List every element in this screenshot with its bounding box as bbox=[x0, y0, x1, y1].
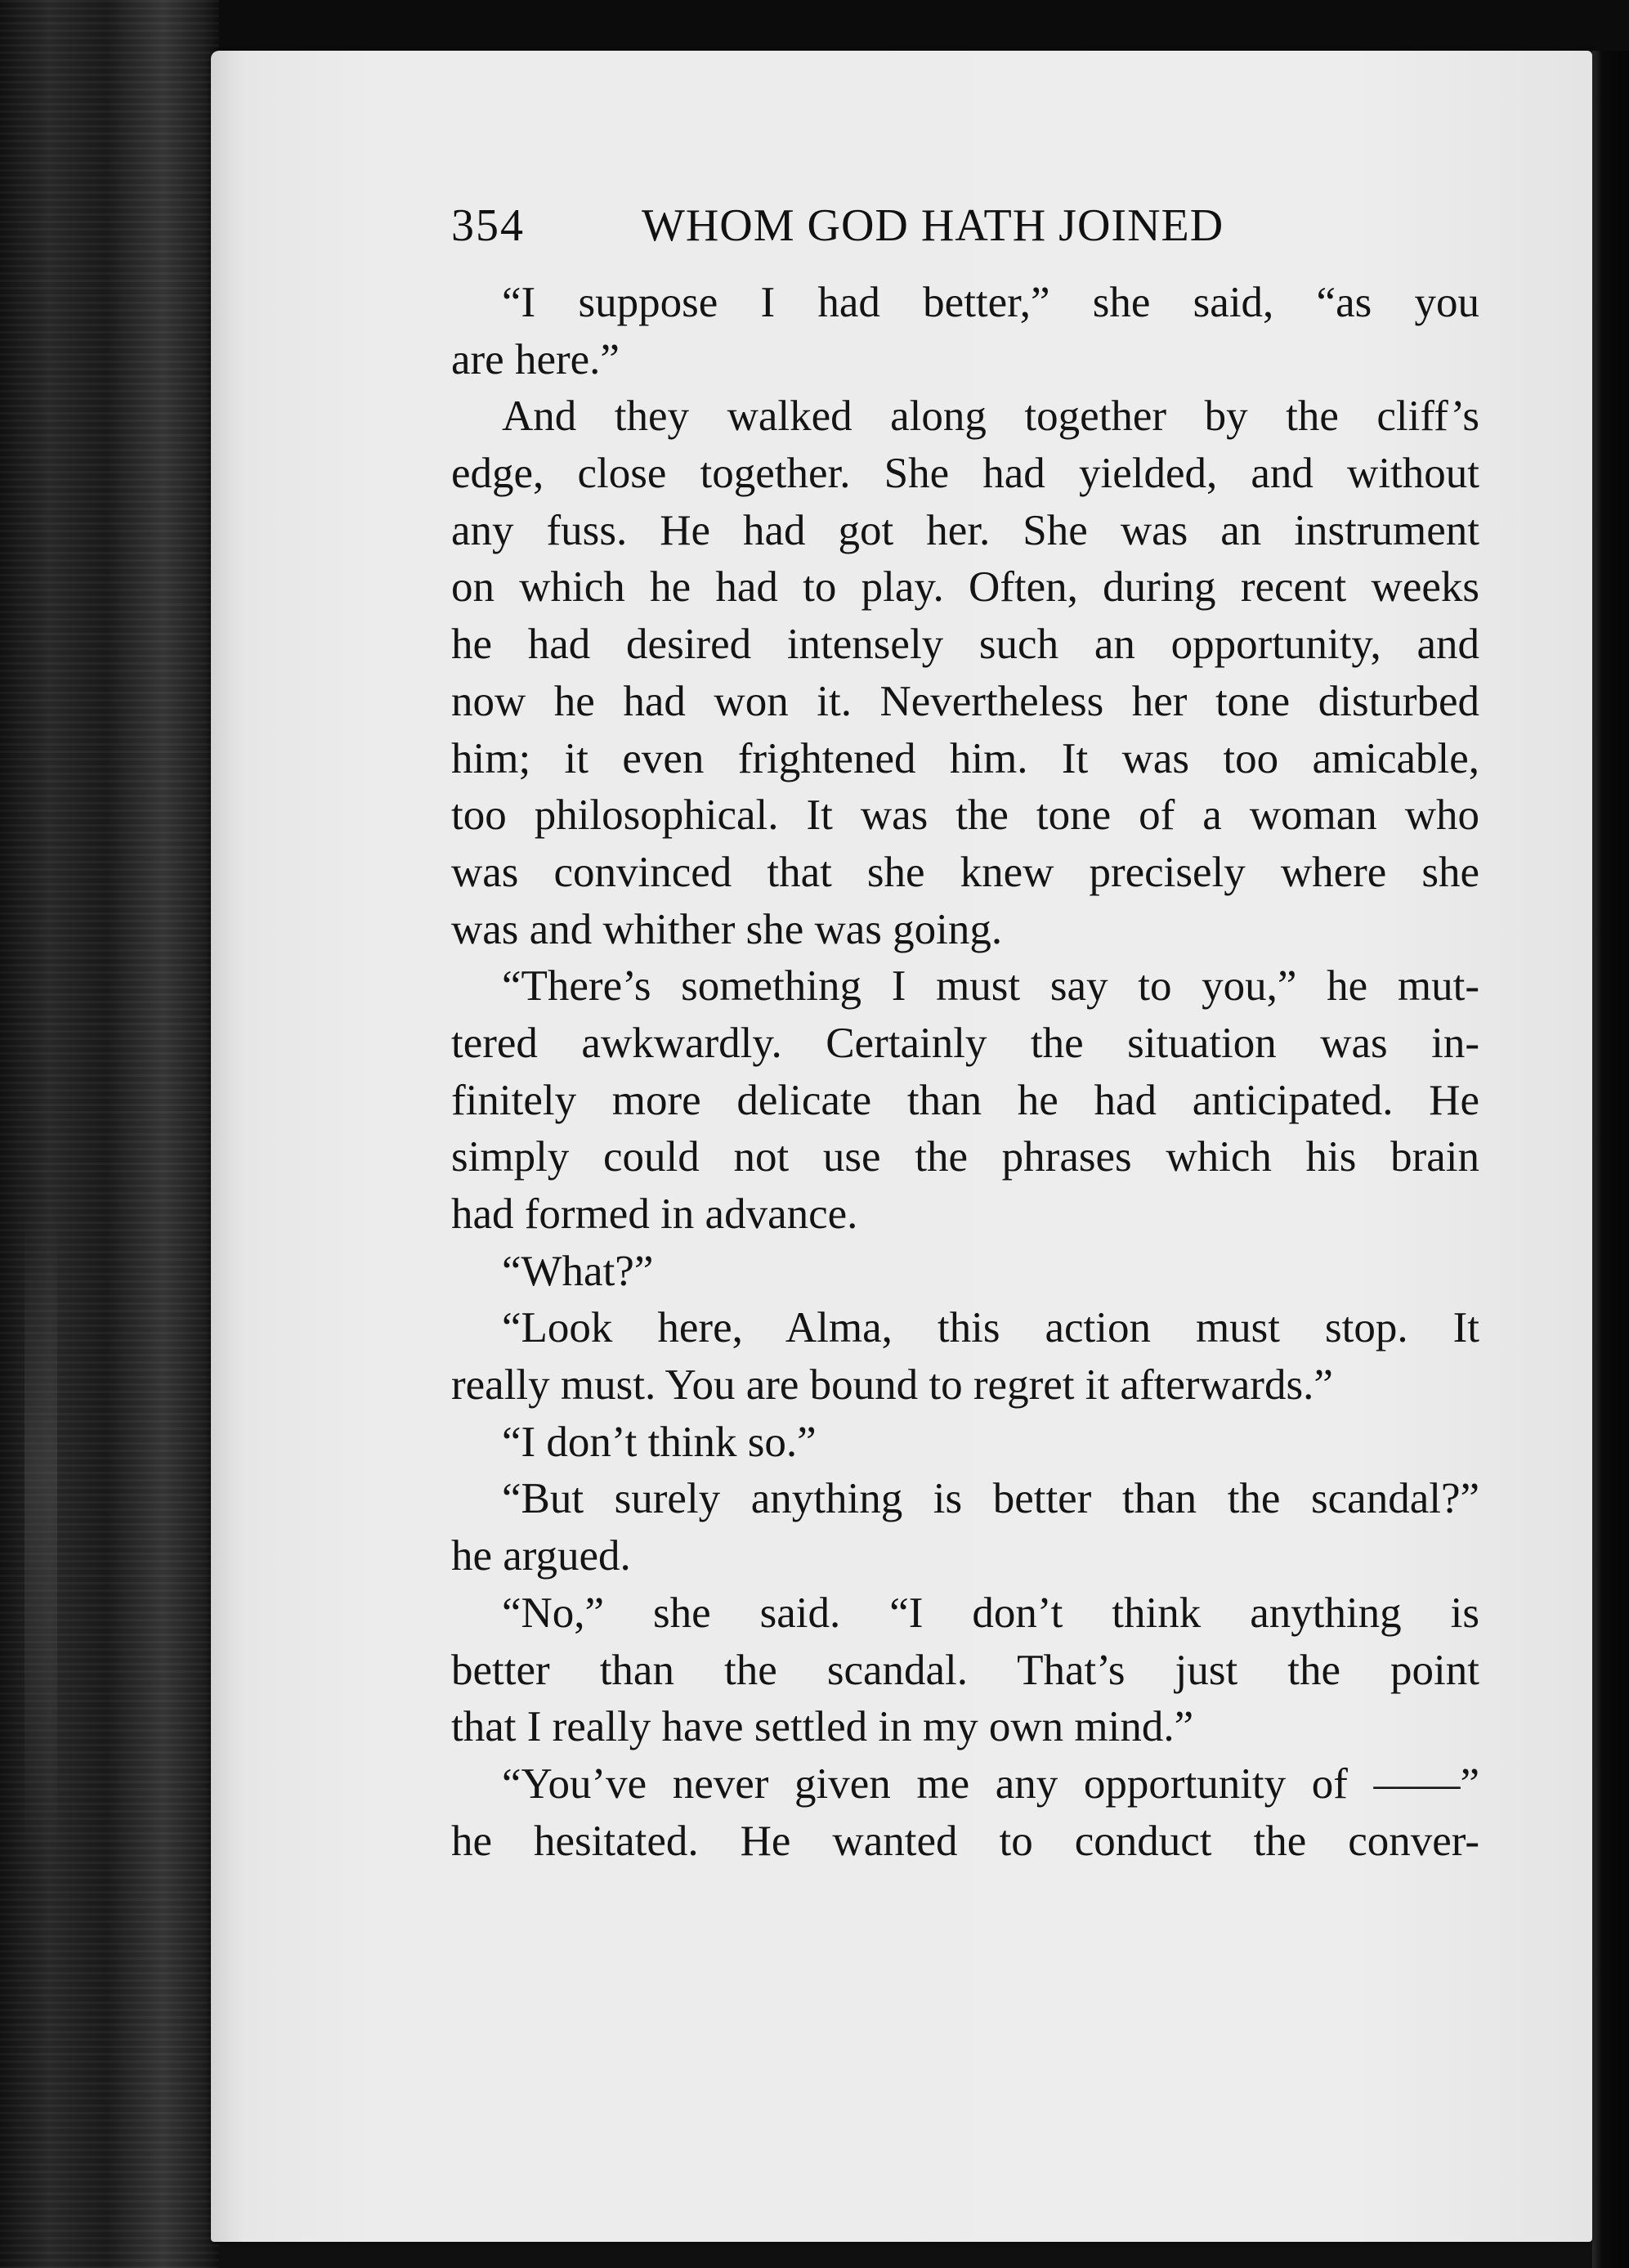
text-line: too philosophical. It was the tone of a woman who bbox=[451, 791, 1479, 840]
text-line: better than the scandal. That’s just the point bbox=[451, 1646, 1479, 1694]
text-line: “You’ve never given me any opportunity of ——” bbox=[502, 1759, 1479, 1808]
text-line: simply could not use the phrases which his brain bbox=[451, 1133, 1479, 1181]
text-line: “Look here, Alma, this action must stop. It bbox=[502, 1304, 1479, 1352]
text-line: are here.” bbox=[451, 335, 620, 383]
binding-spine-mark bbox=[25, 1210, 57, 1864]
text-line: now he had won it. Nevertheless her tone disturbed bbox=[451, 677, 1479, 725]
text-line: And they walked along together by the cliff’s bbox=[502, 392, 1479, 441]
running-title: WHOM GOD HATH JOINED bbox=[642, 200, 1224, 251]
scan-top-border bbox=[0, 0, 1629, 57]
text-line: edge, close together. She had yielded, and without bbox=[451, 450, 1479, 498]
page-number: 354 bbox=[451, 200, 525, 251]
text-line: tered awkwardly. Certainly the situation was in- bbox=[451, 1019, 1479, 1067]
text-line: really must. You are bound to regret it afterwards.” bbox=[451, 1361, 1333, 1410]
text-line: “What?” bbox=[502, 1247, 654, 1295]
text-line: “No,” she said. “I don’t think anything is bbox=[502, 1589, 1479, 1637]
scan-right-border bbox=[1592, 51, 1629, 2268]
text-line: any fuss. He had got her. She was an instrument bbox=[451, 506, 1479, 554]
text-line: “I don’t think so.” bbox=[502, 1418, 817, 1466]
text-line: he hesitated. He wanted to conduct the conver- bbox=[451, 1817, 1479, 1865]
text-line: “There’s something I must say to you,” he mut- bbox=[502, 962, 1479, 1011]
text-line: he argued. bbox=[451, 1532, 631, 1580]
book-binding-edge bbox=[0, 0, 219, 2268]
text-line: had formed in advance. bbox=[451, 1190, 858, 1238]
running-header bbox=[451, 199, 1481, 265]
text-line: finitely more delicate than he had anticipated. He bbox=[451, 1076, 1479, 1124]
text-line: that I really have settled in my own mind.” bbox=[451, 1703, 1194, 1751]
text-line: “But surely anything is better than the scandal?” bbox=[502, 1475, 1479, 1523]
text-line: he had desired intensely such an opportunity, and bbox=[451, 621, 1479, 669]
text-line: “I suppose I had better,” she said, “as you bbox=[502, 279, 1479, 326]
text-line: him; it even frightened him. It was too amicable, bbox=[451, 734, 1479, 782]
text-line: on which he had to play. Often, during recent weeks bbox=[451, 563, 1479, 612]
text-line: was and whither she was going. bbox=[451, 905, 1003, 953]
text-line: was convinced that she knew precisely where she bbox=[451, 848, 1479, 896]
body-text bbox=[451, 275, 1479, 1870]
